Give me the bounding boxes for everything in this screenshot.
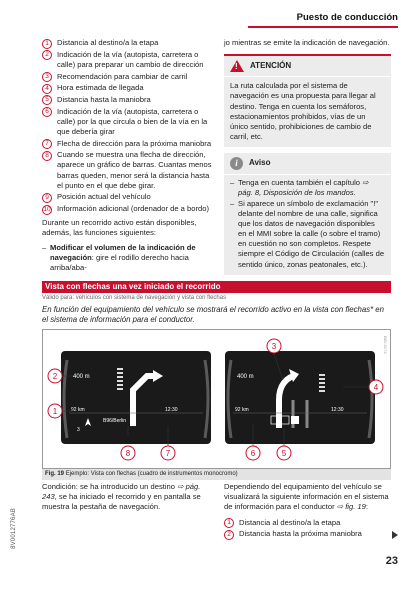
number-badge: 3 xyxy=(42,72,52,82)
legend-item xyxy=(42,95,212,105)
number-badge: 1 xyxy=(224,518,234,528)
legend-item-text: Distancia al destino/a la etapa xyxy=(57,38,159,47)
callout-7: 7 xyxy=(165,449,171,458)
left-column xyxy=(42,38,212,273)
number-badge: 2 xyxy=(42,50,52,60)
list-item-text: Distancia hasta la próxima maniobra xyxy=(239,529,362,539)
bottom-right-text xyxy=(224,482,391,541)
left-distance: 400 m xyxy=(73,374,90,380)
legend-list xyxy=(42,38,212,214)
caption-text: Ejemplo: Vista con flechas (cuadro de instrumentos monocromo) xyxy=(65,471,238,477)
warning-triangle-icon: ! xyxy=(230,60,244,72)
figure-illustration xyxy=(43,330,390,468)
left-paragraph: Durante un recorrido activo están disponibles, además, las funciones siguientes: xyxy=(42,218,197,238)
warning-title: ATENCIÓN xyxy=(250,60,292,70)
warning-body: La ruta calculada por el sistema de navegación es una propuesta para llegar al destino. Tenga en cuenta los semáforos, estacionamientos prohibidos, vías de un único sentido, prohibiciones de cambio de carril, etc. xyxy=(230,81,376,142)
note-body xyxy=(224,175,391,275)
condition-text-end: , se ha iniciado el recorrido y en pantalla se muestra la pestaña de navegación. xyxy=(42,492,201,512)
caption-label: Fig. 19 xyxy=(45,471,65,477)
legend-item xyxy=(42,139,212,149)
legend-item-text: Información adicional (ordenador de a bordo) xyxy=(57,204,209,214)
left-dash-item xyxy=(42,243,212,274)
left-dist-small: 92 km xyxy=(71,407,85,413)
note-box xyxy=(224,153,391,275)
legend-item xyxy=(42,192,212,202)
right-time: 12:30 xyxy=(331,407,344,413)
dash-rest-text: : gire el rodillo derecho hacia arriba/aba- xyxy=(50,252,189,272)
left-instrument-display xyxy=(61,351,211,444)
legend-item-text: Posición actual del vehículo xyxy=(57,192,151,202)
note-item-1-text: Tenga en cuenta también el capítulo xyxy=(238,178,363,188)
left-time: 12:30 xyxy=(165,407,178,413)
number-badge: 8 xyxy=(42,151,52,161)
right-instrument-display xyxy=(225,351,375,444)
figure-id-code: B8V-0174 xyxy=(383,336,388,354)
document-code: 8V0012776AB xyxy=(11,508,17,549)
legend-item xyxy=(42,38,212,48)
list-item-text: Distancia al destino/a la etapa xyxy=(239,517,341,527)
callout-8: 8 xyxy=(125,449,131,458)
legend-item-text: Flecha de dirección para la próxima maniobra xyxy=(57,138,212,148)
info-icon: i xyxy=(230,157,243,170)
callout-3: 3 xyxy=(271,342,277,351)
note-item-1 xyxy=(230,178,385,198)
right-continuation: jo mientras se emite la indicación de navegación. xyxy=(224,38,390,47)
legend-item xyxy=(42,204,212,214)
page-reference-link[interactable]: ⇨ pág. 8, Disposición de los mandos xyxy=(238,178,369,198)
legend-item xyxy=(42,72,212,82)
figure-19 xyxy=(42,329,391,469)
right-distance: 400 m xyxy=(237,374,254,380)
number-badge: 2 xyxy=(224,530,234,540)
number-badge: 4 xyxy=(42,84,52,94)
warning-header xyxy=(224,54,391,77)
left-extra: 3 xyxy=(77,427,80,433)
note-title: Aviso xyxy=(249,158,271,168)
number-badge: 1 xyxy=(42,39,52,49)
page-header xyxy=(198,0,398,28)
list-item xyxy=(224,529,391,539)
legend-item xyxy=(42,50,212,70)
legend-item-text: Indicación de la vía (autopista, carretera o calle) para preparar un cambio de dirección xyxy=(57,49,204,69)
callout-1: 1 xyxy=(52,407,58,416)
legend-item xyxy=(42,83,212,93)
bottom-right-paragraph xyxy=(224,482,391,513)
legend-item xyxy=(42,150,212,191)
note-item-1-end: . xyxy=(353,188,356,198)
legend-item-text: Recomendación para cambiar de carril xyxy=(57,71,188,81)
note-header xyxy=(224,153,391,175)
figure-caption xyxy=(42,469,391,480)
bottom-right-colon: : xyxy=(365,502,369,512)
legend-item-text: Distancia hasta la maniobra xyxy=(57,94,151,104)
callout-2: 2 xyxy=(52,372,58,381)
legend-item-text: Hora estimada de llegada xyxy=(57,83,144,93)
section-intro: En función del equipamiento del vehículo se mostrará el recorrido activo en la vista con flechas* en el sistema de información para el conductor. xyxy=(42,305,384,325)
page-number: 23 xyxy=(385,555,398,567)
number-badge: 10 xyxy=(43,205,51,213)
validity-note: Válido para: vehículos con sistema de navegación y vista con flechas xyxy=(42,295,227,301)
right-dist-small: 92 km xyxy=(235,407,249,413)
callout-5: 5 xyxy=(281,449,287,458)
header-rule xyxy=(248,26,398,28)
list-item xyxy=(224,518,391,528)
bottom-right-body: Dependiendo del equipamiento del vehículo se visualizará la siguiente información en el sistema de información para el conductor xyxy=(224,482,389,512)
number-badge: 6 xyxy=(42,107,52,117)
callout-4: 4 xyxy=(373,383,379,392)
right-column xyxy=(224,38,391,275)
note-item-2: – Si aparece un símbolo de exclamación "!" delante del nombre de una calle, significa que los datos de navegación disponibles en el MMI sobre la calle (o sobre el tramo) en cuestión no son completos. Respete siempre el Código de Circulación (calles de sentido único, zonas peatonales, etc.). xyxy=(230,199,385,270)
continue-arrow-icon xyxy=(392,531,398,539)
condition-text: Condición: se ha introducido un destino xyxy=(42,482,178,491)
number-badge: 7 xyxy=(42,139,52,149)
bottom-left-text xyxy=(42,482,212,513)
number-badge: 9 xyxy=(42,193,52,203)
dash-bold-text: Modificar el volumen de la indicación de navegación xyxy=(50,242,196,262)
page-243-link[interactable]: ⇨ pág. 243 xyxy=(42,482,201,502)
legend-item-text: Cuando se muestra una flecha de dirección, aparece un gráfico de barras. Cuantas menos barras queden, menor será la distancia hasta el punto en el que debe girar. xyxy=(57,150,212,190)
legend-item xyxy=(42,107,212,138)
fig-19-link[interactable]: ⇨ fig. 19 xyxy=(336,502,366,512)
legend-item-text: Indicación de la vía (autopista, carretera o calle) por la que circula o bien de la vía en la que debería girar xyxy=(57,106,208,136)
section-title-bar: Vista con flechas una vez iniciado el recorrido xyxy=(42,281,391,293)
left-road: B96/Berlin xyxy=(103,418,127,424)
callout-6: 6 xyxy=(250,449,256,458)
page-header-title: Puesto de conducción xyxy=(296,12,398,23)
number-badge: 5 xyxy=(42,95,52,105)
bottom-right-list xyxy=(224,518,391,540)
warning-box xyxy=(224,54,391,147)
